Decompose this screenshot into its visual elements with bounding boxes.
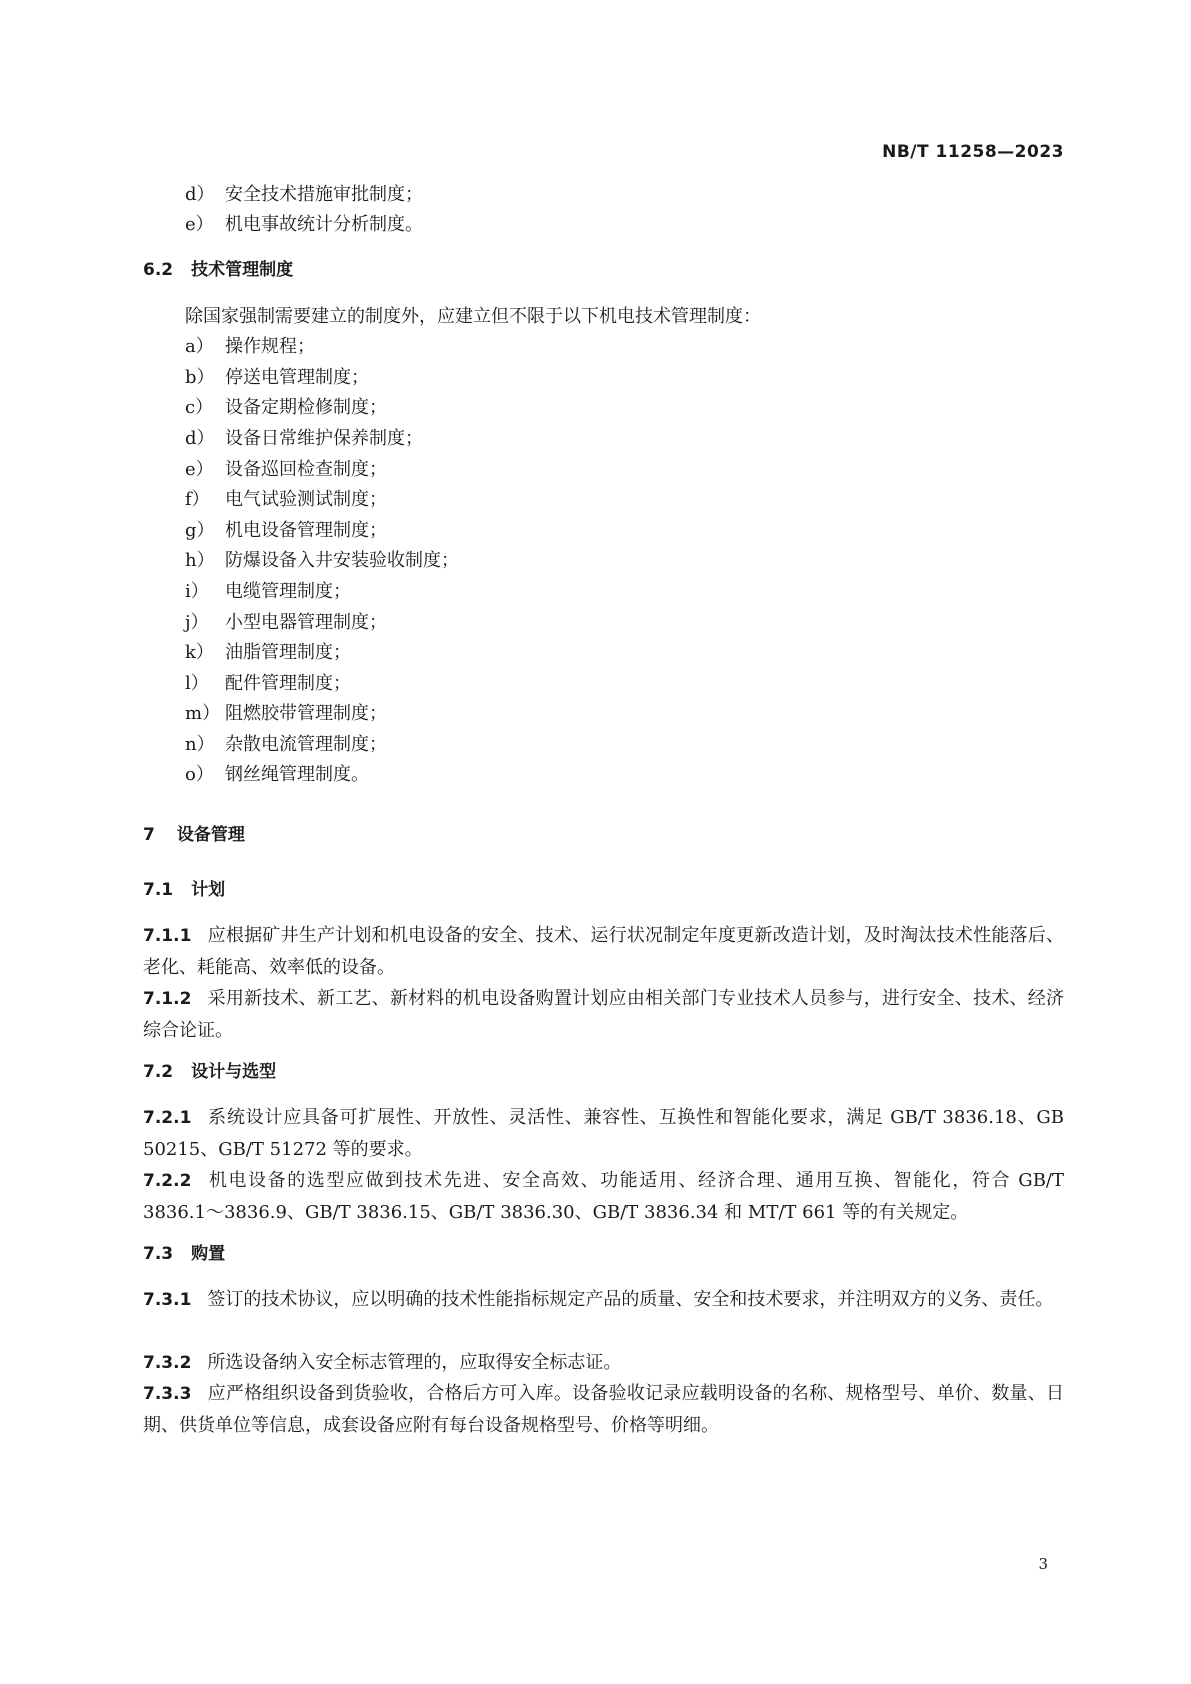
- list-marker: f）: [185, 489, 210, 510]
- list-marker: k）: [185, 642, 214, 663]
- list-item: [185, 578, 351, 606]
- section-intro: 除国家强制需要建立的制度外，应建立但不限于以下机电技术管理制度：: [185, 306, 761, 327]
- list-text: 杂散电流管理制度；: [225, 734, 387, 755]
- clause-number: 7.3.3: [143, 1384, 192, 1404]
- list-text: 小型电器管理制度；: [225, 612, 387, 633]
- list-item: [185, 700, 387, 728]
- chapter-title: 设备管理: [176, 825, 245, 845]
- list-item: [185, 364, 369, 392]
- list-text: 钢丝绳管理制度。: [225, 764, 369, 785]
- list-marker: d）: [185, 184, 215, 205]
- section-title: 购置: [191, 1244, 226, 1264]
- section-number: 7.1: [143, 880, 174, 900]
- chapter-heading: [143, 821, 245, 849]
- clause-paragraph: [143, 983, 1064, 1047]
- clause-paragraph: [143, 1378, 1064, 1442]
- clause-number: 7.3.1: [143, 1290, 192, 1310]
- list-marker: e）: [185, 459, 214, 480]
- list-item: [185, 211, 423, 239]
- clause-text: 签订的技术协议，应以明确的技术性能指标规定产品的质量、安全和技术要求，并注明双方的义务、责任。: [207, 1289, 1054, 1310]
- list-marker: o）: [185, 764, 214, 785]
- section-title: 设计与选型: [191, 1062, 277, 1082]
- clause-text: 系统设计应具备可扩展性、开放性、灵活性、兼容性、互换性和智能化要求，满足 GB/T 3836.18、GB 50215、GB/T 51272 等的要求。: [143, 1107, 1064, 1160]
- list-text: 机电设备管理制度；: [225, 520, 387, 541]
- clause-text: 应根据矿井生产计划和机电设备的安全、技术、运行状况制定年度更新改造计划，及时淘汰技术性能落后、老化、耗能高、效率低的设备。: [143, 925, 1064, 978]
- list-item: [185, 639, 351, 667]
- list-text: 安全技术措施审批制度；: [225, 184, 423, 205]
- list-marker: i）: [185, 581, 209, 602]
- list-marker: g）: [185, 520, 215, 541]
- clause-number: 7.2.1: [143, 1108, 192, 1128]
- list-marker: e）: [185, 214, 214, 235]
- list-marker: h）: [185, 550, 215, 571]
- list-item: [185, 456, 387, 484]
- list-text: 设备巡回检查制度；: [225, 459, 387, 480]
- section-title: 技术管理制度: [191, 260, 294, 280]
- clause-paragraph: [143, 1102, 1064, 1166]
- list-text: 停送电管理制度；: [225, 367, 369, 388]
- list-text: 机电事故统计分析制度。: [225, 214, 423, 235]
- list-item: [185, 670, 351, 698]
- list-item: [185, 609, 387, 637]
- clause-paragraph: [143, 1347, 1064, 1379]
- list-text: 电气试验测试制度；: [225, 489, 387, 510]
- list-marker: c）: [185, 397, 214, 418]
- clause-number: 7.1.1: [143, 926, 192, 946]
- clause-paragraph: [143, 920, 1064, 984]
- list-marker: a）: [185, 336, 214, 357]
- list-text: 防爆设备入井安装验收制度；: [225, 550, 459, 571]
- list-item: [185, 761, 369, 789]
- list-text: 操作规程；: [225, 336, 315, 357]
- document-code: NB/T 11258—2023: [882, 142, 1064, 162]
- section-number: 7.2: [143, 1062, 174, 1082]
- list-text: 油脂管理制度；: [225, 642, 351, 663]
- clause-paragraph: [143, 1284, 1064, 1316]
- list-marker: m）: [185, 703, 221, 724]
- clause-paragraph: [143, 1165, 1064, 1229]
- section-number: 6.2: [143, 260, 174, 280]
- list-item: [185, 731, 387, 759]
- list-item: [185, 181, 423, 209]
- section-heading: [143, 876, 225, 904]
- list-marker: d）: [185, 428, 215, 449]
- list-item: [185, 517, 387, 545]
- clause-text: 应严格组织设备到货验收，合格后方可入库。设备验收记录应载明设备的名称、规格型号、单价、数量、日期、供货单位等信息，成套设备应附有每台设备规格型号、价格等明细。: [143, 1383, 1064, 1436]
- clause-text: 机电设备的选型应做到技术先进、安全高效、功能适用、经济合理、通用互换、智能化，符合 GB/T 3836.1～3836.9、GB/T 3836.15、GB/T 3836.30、GB/T 3836.34 和 MT/T 661 等的有关规定。: [143, 1170, 1064, 1223]
- list-item: [185, 333, 315, 361]
- list-item: [185, 394, 387, 422]
- clause-text: 采用新技术、新工艺、新材料的机电设备购置计划应由相关部门专业技术人员参与，进行安全、技术、经济综合论证。: [143, 988, 1064, 1041]
- clause-text: 所选设备纳入安全标志管理的，应取得安全标志证。: [207, 1352, 622, 1373]
- list-marker: b）: [185, 367, 215, 388]
- chapter-number: 7: [143, 825, 155, 845]
- list-item: [185, 486, 387, 514]
- list-marker: j）: [185, 612, 209, 633]
- list-text: 配件管理制度；: [225, 673, 351, 694]
- section-title: 计划: [191, 880, 226, 900]
- clause-number: 7.3.2: [143, 1353, 192, 1373]
- list-text: 阻燃胶带管理制度；: [225, 703, 387, 724]
- list-marker: n）: [185, 734, 215, 755]
- section-number: 7.3: [143, 1244, 174, 1264]
- section-heading: [143, 1058, 276, 1086]
- section-heading: [143, 1240, 225, 1268]
- clause-number: 7.2.2: [143, 1171, 192, 1191]
- list-item: [185, 547, 459, 575]
- list-text: 电缆管理制度；: [225, 581, 351, 602]
- list-text: 设备定期检修制度；: [225, 397, 387, 418]
- list-item: [185, 425, 423, 453]
- list-text: 设备日常维护保养制度；: [225, 428, 423, 449]
- section-heading: [143, 256, 293, 284]
- clause-number: 7.1.2: [143, 989, 192, 1009]
- list-marker: l）: [185, 673, 209, 694]
- page-number: 3: [1038, 1555, 1048, 1573]
